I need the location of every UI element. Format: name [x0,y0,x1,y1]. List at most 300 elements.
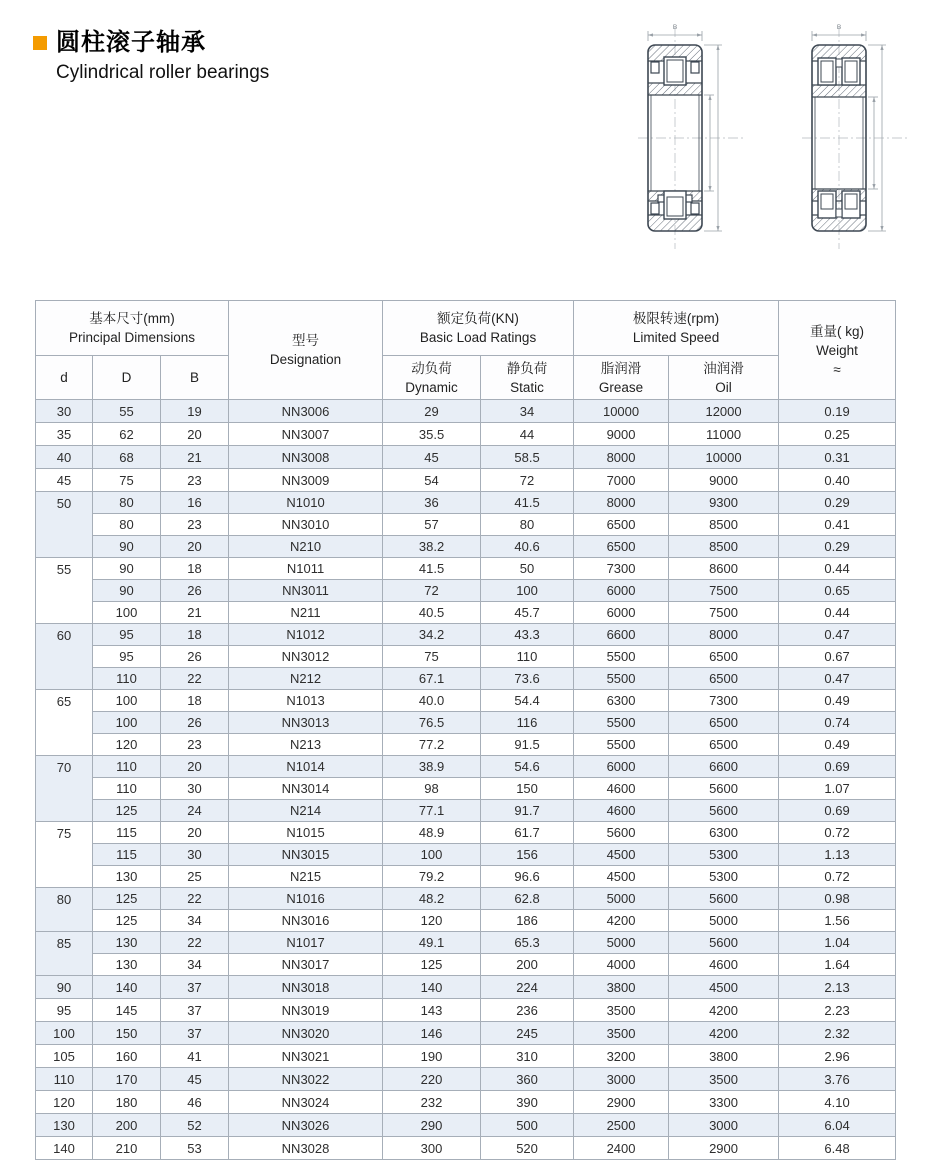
cell-weight: 3.76 [779,1068,896,1091]
header-designation: 型号 Designation [229,301,383,400]
table-row [36,712,896,734]
cell-designation: N1017 [229,932,383,954]
cell-grease-speed: 6600 [574,624,669,646]
cell-grease-speed: 6300 [574,690,669,712]
cell-grease-speed: 4200 [574,910,669,932]
cell-designation: NN3026 [229,1114,383,1137]
cell-static-load: 65.3 [481,932,574,954]
cell-weight: 0.49 [779,734,896,756]
header-limited-speed: 极限转速(rpm) Limited Speed [574,301,779,356]
cell-grease-speed: 4500 [574,866,669,888]
cell-weight: 0.47 [779,624,896,646]
cell-D: 140 [93,976,161,999]
cell-B: 20 [161,756,229,778]
cell-D: 68 [93,446,161,469]
cell-grease-speed: 5600 [574,822,669,844]
table-row [36,1114,896,1137]
cell-grease-speed: 9000 [574,423,669,446]
cell-designation: NN3015 [229,844,383,866]
table-row [36,756,896,778]
cell-grease-speed: 5500 [574,712,669,734]
cell-designation: N1014 [229,756,383,778]
cell-D: 125 [93,910,161,932]
table-row [36,514,896,536]
cell-D: 80 [93,514,161,536]
cell-static-load: 110 [481,646,574,668]
cell-D: 62 [93,423,161,446]
cell-weight: 0.49 [779,690,896,712]
cell-oil-speed: 4200 [669,1022,779,1045]
cell-dynamic-load: 76.5 [383,712,481,734]
table-row [36,646,896,668]
cell-dynamic-load: 220 [383,1068,481,1091]
cell-designation: NN3016 [229,910,383,932]
cell-oil-speed: 3500 [669,1068,779,1091]
cell-static-load: 156 [481,844,574,866]
cell-dynamic-load: 140 [383,976,481,999]
cell-static-load: 62.8 [481,888,574,910]
cell-D: 125 [93,800,161,822]
cell-dynamic-load: 57 [383,514,481,536]
cell-designation: N214 [229,800,383,822]
cell-grease-speed: 5500 [574,668,669,690]
cell-d: 75 [36,822,93,888]
cell-D: 110 [93,668,161,690]
cell-oil-speed: 3800 [669,1045,779,1068]
cell-static-load: 150 [481,778,574,800]
cell-B: 22 [161,668,229,690]
cell-static-load: 245 [481,1022,574,1045]
cell-static-load: 58.5 [481,446,574,469]
cell-grease-speed: 3500 [574,1022,669,1045]
title-block [33,28,269,86]
cell-D: 100 [93,712,161,734]
cell-B: 37 [161,1022,229,1045]
cell-d: 120 [36,1091,93,1114]
cell-grease-speed: 5000 [574,932,669,954]
cell-oil-speed: 5000 [669,910,779,932]
cell-designation: N215 [229,866,383,888]
cell-D: 145 [93,999,161,1022]
cell-static-load: 186 [481,910,574,932]
cell-B: 26 [161,646,229,668]
table-row [36,734,896,756]
cell-oil-speed: 4600 [669,954,779,976]
cell-grease-speed: 5500 [574,646,669,668]
table-row [36,558,896,580]
cell-oil-speed: 7500 [669,602,779,624]
cell-static-load: 520 [481,1137,574,1160]
cell-designation: NN3019 [229,999,383,1022]
cell-oil-speed: 7300 [669,690,779,712]
cell-designation: NN3017 [229,954,383,976]
cell-D: 120 [93,734,161,756]
cell-weight: 0.40 [779,469,896,492]
header-principal-dimensions: 基本尺寸(mm) Principal Dimensions [36,301,229,356]
header-col-dynamic: 动负荷 Dynamic [383,356,481,400]
cell-D: 95 [93,624,161,646]
cell-grease-speed: 3200 [574,1045,669,1068]
dim-label-B-left: B [672,24,678,31]
table-row [36,1022,896,1045]
cell-B: 18 [161,558,229,580]
header-col-static: 静负荷 Static [481,356,574,400]
table-row [36,492,896,514]
cell-weight: 0.47 [779,668,896,690]
cell-B: 25 [161,866,229,888]
cell-B: 18 [161,690,229,712]
bearing-diagrams [628,16,928,266]
table-row [36,1091,896,1114]
cell-B: 20 [161,536,229,558]
cell-dynamic-load: 38.2 [383,536,481,558]
cell-d: 40 [36,446,93,469]
table-row [36,536,896,558]
cell-grease-speed: 7000 [574,469,669,492]
cell-designation: N1015 [229,822,383,844]
cell-oil-speed: 8000 [669,624,779,646]
cell-dynamic-load: 40.5 [383,602,481,624]
table-row [36,580,896,602]
cell-D: 115 [93,844,161,866]
cell-d: 90 [36,976,93,999]
cell-B: 34 [161,910,229,932]
cell-B: 19 [161,400,229,423]
table-row [36,822,896,844]
cell-D: 95 [93,646,161,668]
cell-grease-speed: 4500 [574,844,669,866]
cell-D: 110 [93,778,161,800]
cell-designation: NN3010 [229,514,383,536]
orange-bullet-icon [33,36,47,50]
cell-oil-speed: 6500 [669,668,779,690]
cell-static-load: 40.6 [481,536,574,558]
table-row [36,624,896,646]
cell-B: 45 [161,1068,229,1091]
cell-B: 26 [161,580,229,602]
cell-oil-speed: 6300 [669,822,779,844]
cell-weight: 2.23 [779,999,896,1022]
cell-oil-speed: 5600 [669,800,779,822]
cell-dynamic-load: 38.9 [383,756,481,778]
cell-B: 41 [161,1045,229,1068]
cell-dynamic-load: 40.0 [383,690,481,712]
cell-oil-speed: 5600 [669,932,779,954]
header-col-oil: 油润滑 Oil [669,356,779,400]
table-row [36,1068,896,1091]
cell-designation: NN3020 [229,1022,383,1045]
cell-oil-speed: 4200 [669,999,779,1022]
cell-weight: 1.04 [779,932,896,954]
cell-dynamic-load: 98 [383,778,481,800]
cell-weight: 0.67 [779,646,896,668]
cell-B: 53 [161,1137,229,1160]
table-row [36,1045,896,1068]
cell-static-load: 96.6 [481,866,574,888]
cell-grease-speed: 10000 [574,400,669,423]
cell-weight: 0.19 [779,400,896,423]
table-row [36,423,896,446]
table-row [36,602,896,624]
cell-d: 100 [36,1022,93,1045]
cell-B: 30 [161,778,229,800]
cell-B: 23 [161,514,229,536]
cell-B: 22 [161,932,229,954]
table-row [36,844,896,866]
cell-B: 21 [161,446,229,469]
cell-static-load: 80 [481,514,574,536]
header-weight: 重量( kg) Weight ≈ [779,301,896,400]
cell-d: 50 [36,492,93,558]
cell-designation: NN3022 [229,1068,383,1091]
cell-weight: 0.44 [779,602,896,624]
cell-B: 46 [161,1091,229,1114]
cell-D: 130 [93,932,161,954]
table-row [36,999,896,1022]
cell-oil-speed: 8500 [669,536,779,558]
cell-static-load: 91.7 [481,800,574,822]
cell-d: 85 [36,932,93,976]
cell-dynamic-load: 29 [383,400,481,423]
cell-oil-speed: 5300 [669,844,779,866]
cell-B: 23 [161,734,229,756]
cell-static-load: 390 [481,1091,574,1114]
cell-grease-speed: 4600 [574,800,669,822]
cell-d: 130 [36,1114,93,1137]
cell-weight: 0.65 [779,580,896,602]
cell-D: 200 [93,1114,161,1137]
table-row [36,800,896,822]
cell-dynamic-load: 72 [383,580,481,602]
cell-oil-speed: 9300 [669,492,779,514]
cell-weight: 0.69 [779,756,896,778]
cell-d: 45 [36,469,93,492]
cell-dynamic-load: 232 [383,1091,481,1114]
cell-grease-speed: 7300 [574,558,669,580]
cell-grease-speed: 6000 [574,756,669,778]
cell-oil-speed: 2900 [669,1137,779,1160]
cell-static-load: 116 [481,712,574,734]
cell-B: 20 [161,822,229,844]
header-col-grease: 脂润滑 Grease [574,356,669,400]
cell-grease-speed: 8000 [574,446,669,469]
cell-static-load: 44 [481,423,574,446]
cell-weight: 0.44 [779,558,896,580]
cell-weight: 0.72 [779,822,896,844]
cell-static-load: 73.6 [481,668,574,690]
cell-D: 130 [93,866,161,888]
cell-designation: N213 [229,734,383,756]
cell-weight: 1.07 [779,778,896,800]
cell-grease-speed: 3800 [574,976,669,999]
cell-oil-speed: 10000 [669,446,779,469]
cell-oil-speed: 5300 [669,866,779,888]
cell-D: 180 [93,1091,161,1114]
cell-d: 105 [36,1045,93,1068]
cell-grease-speed: 6000 [574,602,669,624]
cell-designation: N1016 [229,888,383,910]
cell-grease-speed: 6500 [574,514,669,536]
cell-designation: NN3012 [229,646,383,668]
cell-weight: 0.69 [779,800,896,822]
cell-D: 115 [93,822,161,844]
cell-static-load: 72 [481,469,574,492]
cell-dynamic-load: 77.2 [383,734,481,756]
cell-B: 18 [161,624,229,646]
cell-B: 26 [161,712,229,734]
cell-B: 20 [161,423,229,446]
cell-designation: NN3011 [229,580,383,602]
cell-grease-speed: 2400 [574,1137,669,1160]
bearing-spec-table [35,300,896,1160]
cell-d: 70 [36,756,93,822]
cell-weight: 0.74 [779,712,896,734]
cell-weight: 1.56 [779,910,896,932]
cell-grease-speed: 4000 [574,954,669,976]
cell-designation: N1012 [229,624,383,646]
cell-static-load: 236 [481,999,574,1022]
cell-d: 55 [36,558,93,624]
header-col-B: B [161,356,229,400]
cell-dynamic-load: 35.5 [383,423,481,446]
cell-weight: 4.10 [779,1091,896,1114]
table-row [36,668,896,690]
cell-static-load: 43.3 [481,624,574,646]
cell-oil-speed: 8500 [669,514,779,536]
cell-static-load: 45.7 [481,602,574,624]
table-row [36,690,896,712]
cell-designation: NN3024 [229,1091,383,1114]
cell-d: 65 [36,690,93,756]
cell-B: 30 [161,844,229,866]
cell-static-load: 200 [481,954,574,976]
cell-D: 100 [93,602,161,624]
cell-weight: 2.13 [779,976,896,999]
cell-B: 37 [161,999,229,1022]
cell-grease-speed: 3500 [574,999,669,1022]
header-col-D: D [93,356,161,400]
cell-dynamic-load: 48.2 [383,888,481,910]
cell-static-load: 41.5 [481,492,574,514]
table-row [36,469,896,492]
cell-d: 30 [36,400,93,423]
table-row [36,866,896,888]
cell-grease-speed: 5500 [574,734,669,756]
cell-designation: N210 [229,536,383,558]
cell-oil-speed: 6500 [669,734,779,756]
table-row [36,400,896,423]
cell-dynamic-load: 79.2 [383,866,481,888]
header-col-d: d [36,356,93,400]
table-body [36,400,896,1160]
cell-D: 160 [93,1045,161,1068]
cell-dynamic-load: 45 [383,446,481,469]
cell-dynamic-load: 290 [383,1114,481,1137]
cell-weight: 6.04 [779,1114,896,1137]
cell-D: 170 [93,1068,161,1091]
cell-designation: NN3021 [229,1045,383,1068]
table-row [36,888,896,910]
cell-oil-speed: 4500 [669,976,779,999]
cell-D: 90 [93,580,161,602]
cell-d: 60 [36,624,93,690]
cell-oil-speed: 5600 [669,778,779,800]
cell-B: 37 [161,976,229,999]
cell-dynamic-load: 54 [383,469,481,492]
cell-weight: 2.96 [779,1045,896,1068]
cell-dynamic-load: 49.1 [383,932,481,954]
cell-dynamic-load: 143 [383,999,481,1022]
cell-dynamic-load: 146 [383,1022,481,1045]
cell-D: 150 [93,1022,161,1045]
table-row [36,446,896,469]
header-load-ratings: 额定负荷(KN) Basic Load Ratings [383,301,574,356]
cell-dynamic-load: 36 [383,492,481,514]
cell-grease-speed: 8000 [574,492,669,514]
cell-designation: NN3009 [229,469,383,492]
cell-static-load: 224 [481,976,574,999]
cell-weight: 0.31 [779,446,896,469]
cell-designation: N211 [229,602,383,624]
bearing-cross-section-single-row [638,24,744,249]
cell-B: 22 [161,888,229,910]
cell-d: 110 [36,1068,93,1091]
cell-B: 24 [161,800,229,822]
cell-d: 80 [36,888,93,932]
table-row [36,910,896,932]
cell-D: 125 [93,888,161,910]
cell-static-load: 500 [481,1114,574,1137]
cell-designation: NN3013 [229,712,383,734]
cell-designation: NN3018 [229,976,383,999]
cell-dynamic-load: 75 [383,646,481,668]
cell-static-load: 91.5 [481,734,574,756]
cell-weight: 0.25 [779,423,896,446]
cell-dynamic-load: 48.9 [383,822,481,844]
table-row [36,976,896,999]
cell-designation: NN3006 [229,400,383,423]
cell-D: 90 [93,558,161,580]
cell-dynamic-load: 41.5 [383,558,481,580]
bearing-cross-section-double-row [802,24,908,249]
cell-weight: 2.32 [779,1022,896,1045]
cell-oil-speed: 3300 [669,1091,779,1114]
cell-static-load: 54.4 [481,690,574,712]
cell-static-load: 310 [481,1045,574,1068]
cell-oil-speed: 3000 [669,1114,779,1137]
cell-B: 21 [161,602,229,624]
cell-designation: N1013 [229,690,383,712]
cell-static-load: 360 [481,1068,574,1091]
cell-static-load: 54.6 [481,756,574,778]
cell-oil-speed: 11000 [669,423,779,446]
cell-d: 95 [36,999,93,1022]
cell-designation: NN3014 [229,778,383,800]
cell-D: 90 [93,536,161,558]
cell-d: 35 [36,423,93,446]
cell-dynamic-load: 120 [383,910,481,932]
cell-grease-speed: 2500 [574,1114,669,1137]
cell-dynamic-load: 77.1 [383,800,481,822]
cell-weight: 0.29 [779,536,896,558]
cell-weight: 1.13 [779,844,896,866]
cell-oil-speed: 12000 [669,400,779,423]
cell-weight: 0.29 [779,492,896,514]
table-row [36,778,896,800]
cell-dynamic-load: 300 [383,1137,481,1160]
cell-oil-speed: 7500 [669,580,779,602]
cell-dynamic-load: 67.1 [383,668,481,690]
